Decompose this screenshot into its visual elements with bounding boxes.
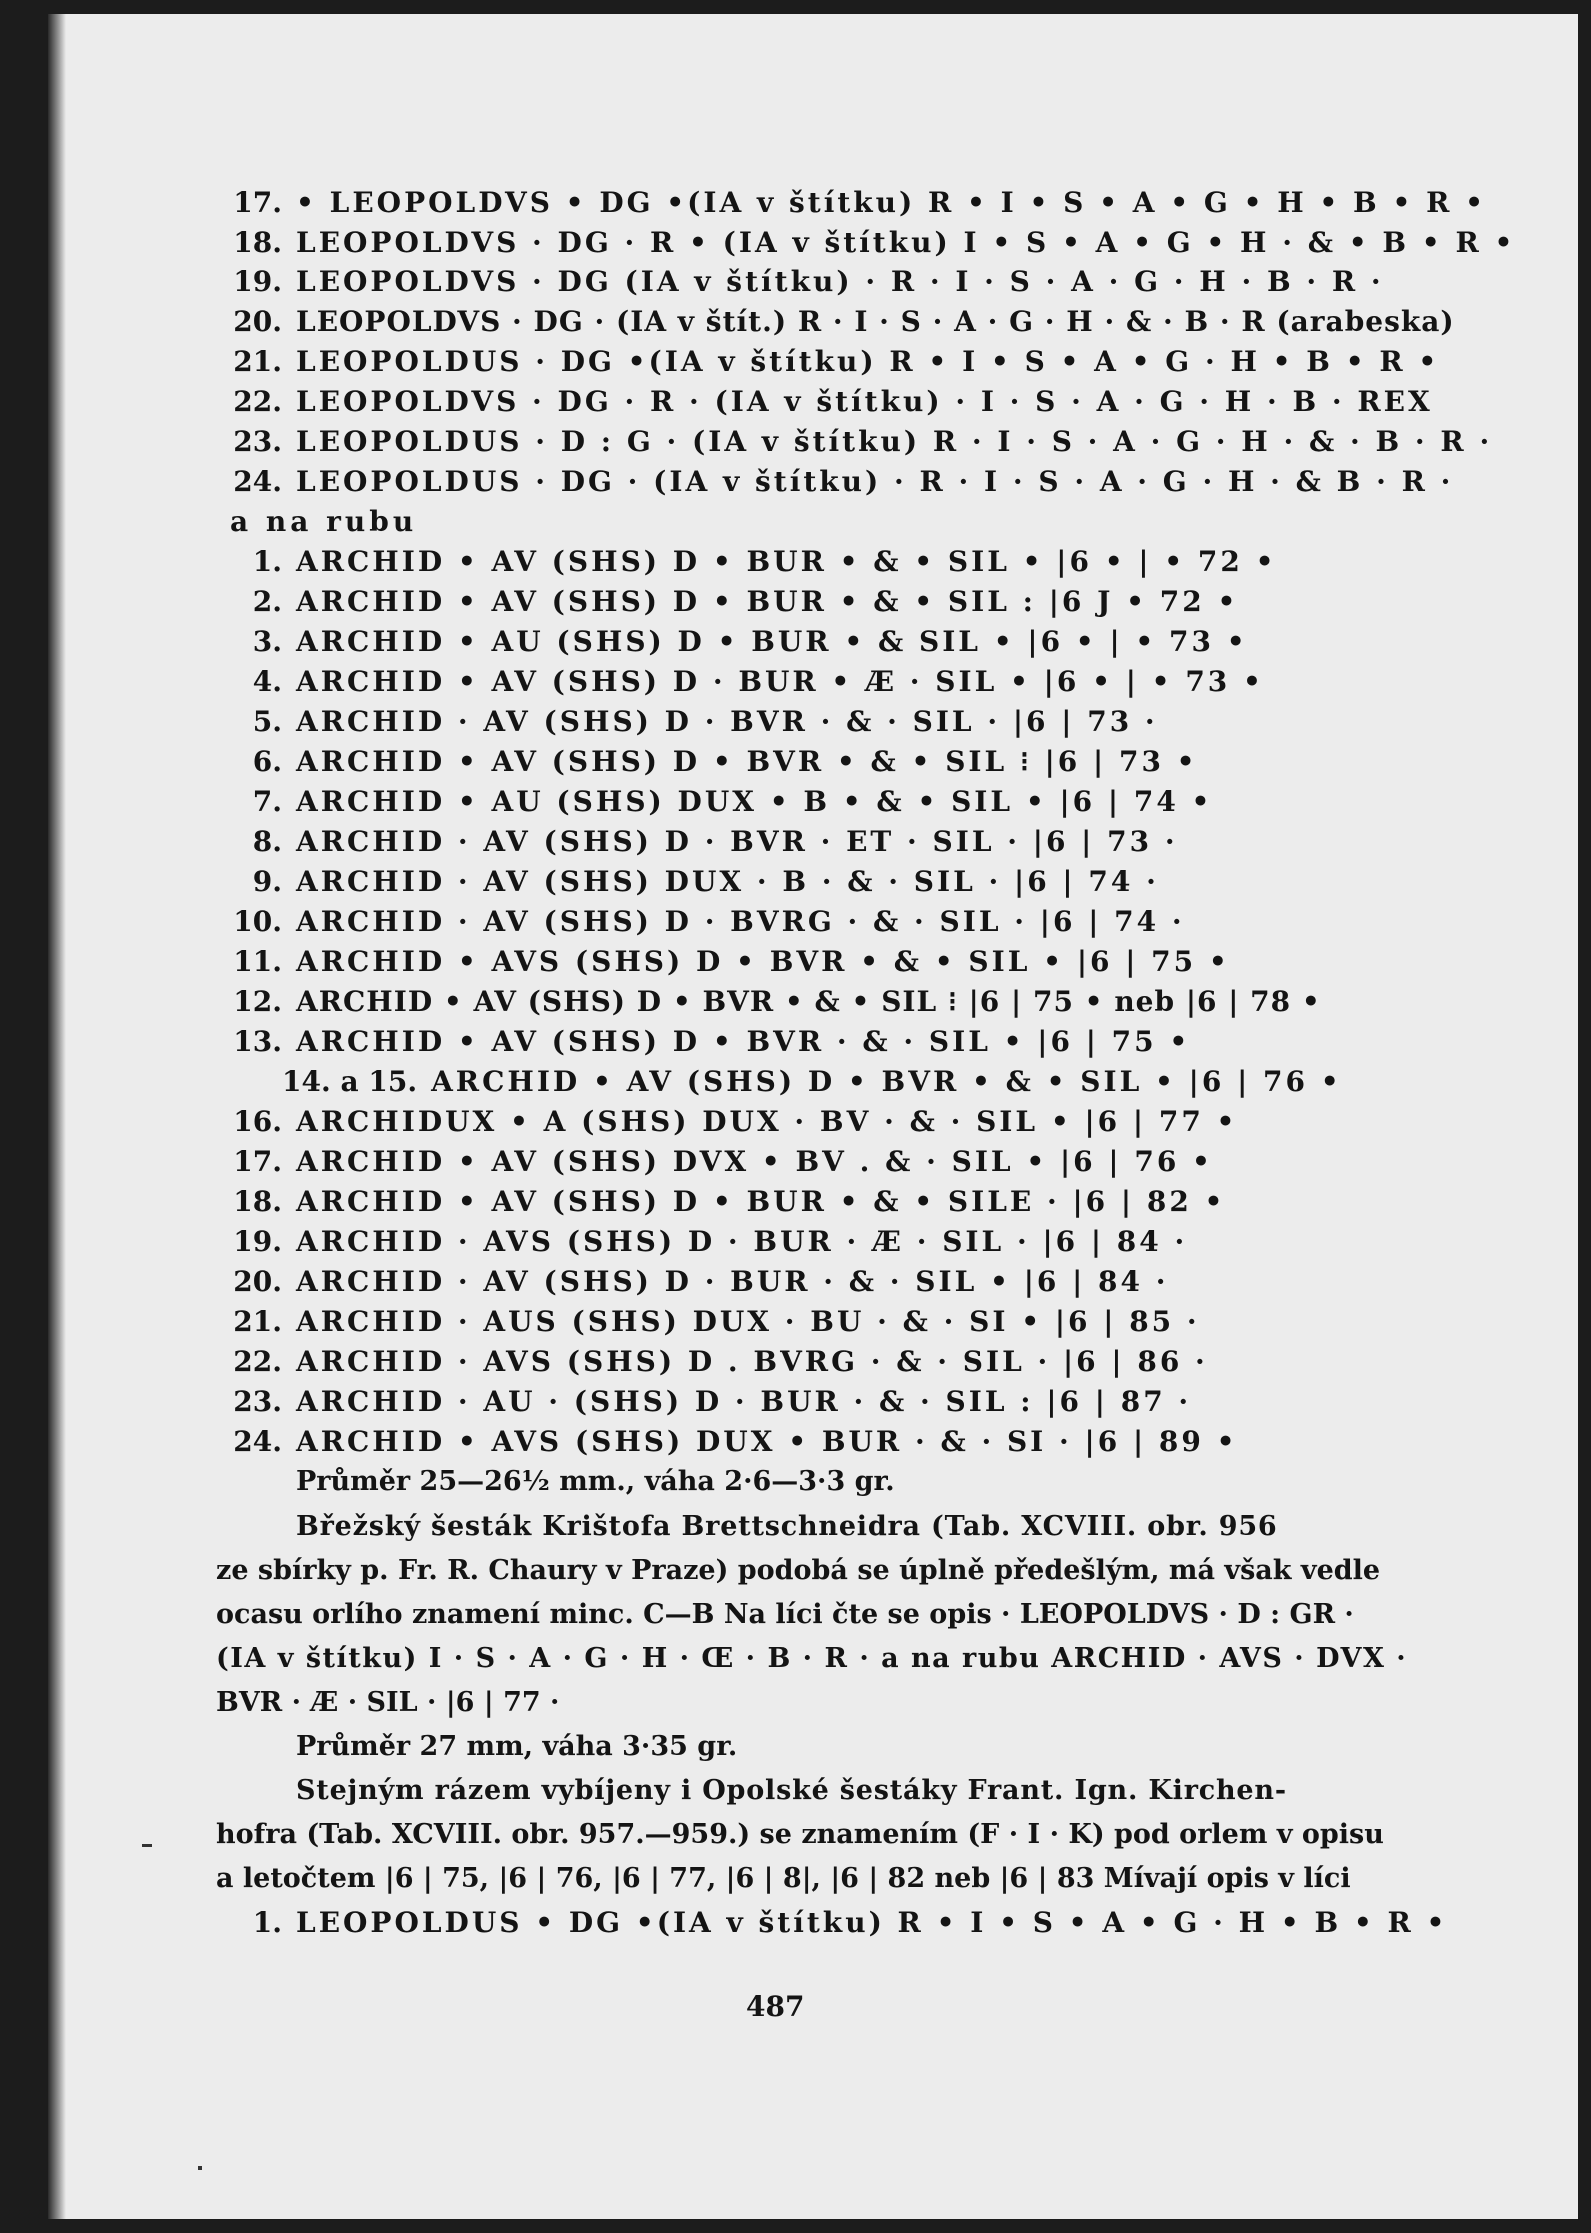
paragraph-line: ocasu orlího znamení minc. C—B Na líci čte se opis · LEOPOLDVS · D : GR · bbox=[216, 1599, 1354, 1630]
obverse-item: 24. LEOPOLDUS · DG · (IA v štítku) · R · I · S · A · G · H · & B · R · bbox=[233, 465, 1454, 498]
reverse-item: 13. ARCHID • AV (SHS) D • BVR · & · SIL • |6 | 75 • bbox=[233, 1025, 1191, 1058]
reverse-heading: a na rubu bbox=[230, 505, 418, 538]
reverse-item: 12. ARCHID • AV (SHS) D • BVR • & • SIL ⁝ |6 | 75 • neb |6 | 78 • bbox=[233, 985, 1321, 1018]
reverse-item: 11. ARCHID • AVS (SHS) D • BVR • & • SIL • |6 | 75 • bbox=[233, 945, 1230, 978]
reverse-item: 19. ARCHID · AVS (SHS) D · BUR · Æ · SIL · |6 | 84 · bbox=[233, 1225, 1188, 1258]
reverse-item: 3. ARCHID • AU (SHS) D • BUR • & SIL • |6 • | • 73 • bbox=[252, 625, 1248, 658]
reverse-item: 1. ARCHID • AV (SHS) D • BUR • & • SIL • |6 • | • 72 • bbox=[252, 545, 1277, 578]
paragraph-line: Stejným rázem vybíjeny i Opolské šestáky Frant. Ign. Kirchen- bbox=[296, 1775, 1287, 1806]
obverse-item: 17. • LEOPOLDVS • DG •(IA v štítku) R • I • S • A • G • H • B • R • bbox=[233, 186, 1487, 219]
obverse-item: 18. LEOPOLDVS · DG · R • (IA v štítku) I • S • A • G • H · & • B • R • bbox=[233, 226, 1516, 259]
reverse-item: 8. ARCHID · AV (SHS) D · BVR · ET · SIL · |6 | 73 · bbox=[252, 825, 1178, 858]
reverse-item: 5. ARCHID · AV (SHS) D · BVR · & · SIL · |6 | 73 · bbox=[252, 705, 1158, 738]
obverse-item: 19. LEOPOLDVS · DG (IA v štítku) · R · I · S · A · G · H · B · R · bbox=[233, 265, 1384, 298]
scan-speck bbox=[142, 1844, 152, 1847]
reverse-item: 4. ARCHID • AV (SHS) D · BUR • Æ · SIL • |6 • | • 73 • bbox=[252, 665, 1264, 698]
reverse-item: 18. ARCHID • AV (SHS) D • BUR • & • SILE · |6 | 82 • bbox=[233, 1185, 1226, 1218]
obverse-item: 23. LEOPOLDUS · D : G · (IA v štítku) R · I · S · A · G · H · & · B · R · bbox=[233, 425, 1493, 458]
paragraph-line: a letočtem |6 | 75, |6 | 76, |6 | 77, |6 | 8|, |6 | 82 neb |6 | 83 Mívají opis v líci bbox=[216, 1863, 1351, 1894]
obverse-item: 21. LEOPOLDUS · DG •(IA v štítku) R • I • S • A • G · H • B • R • bbox=[233, 345, 1440, 378]
reverse-item: 24. ARCHID • AVS (SHS) DUX • BUR · & · SI · |6 | 89 • bbox=[233, 1425, 1238, 1458]
paragraph-line: hofra (Tab. XCVIII. obr. 957.—959.) se znamením (F · I · K) pod orlem v opisu bbox=[216, 1819, 1384, 1850]
reverse-item: 7. ARCHID • AU (SHS) DUX • B • & • SIL • |6 | 74 • bbox=[252, 785, 1213, 818]
scan-speck bbox=[198, 2166, 202, 2170]
page-number: 487 bbox=[746, 1990, 805, 2023]
reverse-item: 6. ARCHID • AV (SHS) D • BVR • & • SIL ⁝ |6 | 73 • bbox=[252, 745, 1198, 778]
obverse-item: 20. LEOPOLDVS · DG · (IA v štít.) R · I · S · A · G · H · & · B · R (arabeska) bbox=[233, 305, 1455, 338]
paragraph-line: BVR · Æ · SIL · |6 | 77 · bbox=[216, 1687, 560, 1718]
reverse-item: 21. ARCHID · AUS (SHS) DUX · BU · & · SI • |6 | 85 · bbox=[233, 1305, 1200, 1338]
reverse-item: 2. ARCHID • AV (SHS) D • BUR • & • SIL : |6 J • 72 • bbox=[252, 585, 1239, 618]
reverse-item: 9. ARCHID · AV (SHS) DUX · B · & · SIL · |6 | 74 · bbox=[252, 865, 1159, 898]
diameter-note: Průměr 27 mm, váha 3·35 gr. bbox=[296, 1731, 738, 1762]
obverse-item: 22. LEOPOLDVS · DG · R · (IA v štítku) · I · S · A · G · H · B · REX bbox=[233, 385, 1433, 418]
paragraph-line: (IA v štítku) I · S · A · G · H · Œ · B · R · a na rubu ARCHID · AVS · DVX · bbox=[216, 1643, 1408, 1674]
paragraph-line: ze sbírky p. Fr. R. Chaury v Praze) podobá se úplně předešlým, má však vedle bbox=[216, 1555, 1381, 1586]
reverse-item: 16. ARCHIDUX • A (SHS) DUX · BV · & · SIL • |6 | 77 • bbox=[233, 1105, 1238, 1138]
diameter-note: Průměr 25—26½ mm., váha 2·6—3·3 gr. bbox=[296, 1466, 895, 1497]
book-gutter bbox=[48, 14, 66, 2219]
paragraph-line: Břežský šesták Krištofa Brettschneidra (Tab. XCVIII. obr. 956 bbox=[296, 1511, 1278, 1542]
reverse-item: 17. ARCHID • AV (SHS) DVX • BV . & · SIL • |6 | 76 • bbox=[233, 1145, 1213, 1178]
reverse-item: 22. ARCHID · AVS (SHS) D . BVRG · & · SIL · |6 | 86 · bbox=[233, 1345, 1208, 1378]
page bbox=[48, 14, 1578, 2219]
reverse-item: 14. a 15. ARCHID • AV (SHS) D • BVR • & • SIL • |6 | 76 • bbox=[282, 1065, 1342, 1098]
reverse-item: 10. ARCHID · AV (SHS) D · BVRG · & · SIL · |6 | 74 · bbox=[233, 905, 1185, 938]
reverse-item: 20. ARCHID · AV (SHS) D · BUR · & · SIL • |6 | 84 · bbox=[233, 1265, 1169, 1298]
reverse-item: 23. ARCHID · AU · (SHS) D · BUR · & · SIL : |6 | 87 · bbox=[233, 1385, 1192, 1418]
final-item: 1. LEOPOLDUS • DG •(IA v štítku) R • I • S • A • G · H • B • R • bbox=[252, 1906, 1448, 1939]
